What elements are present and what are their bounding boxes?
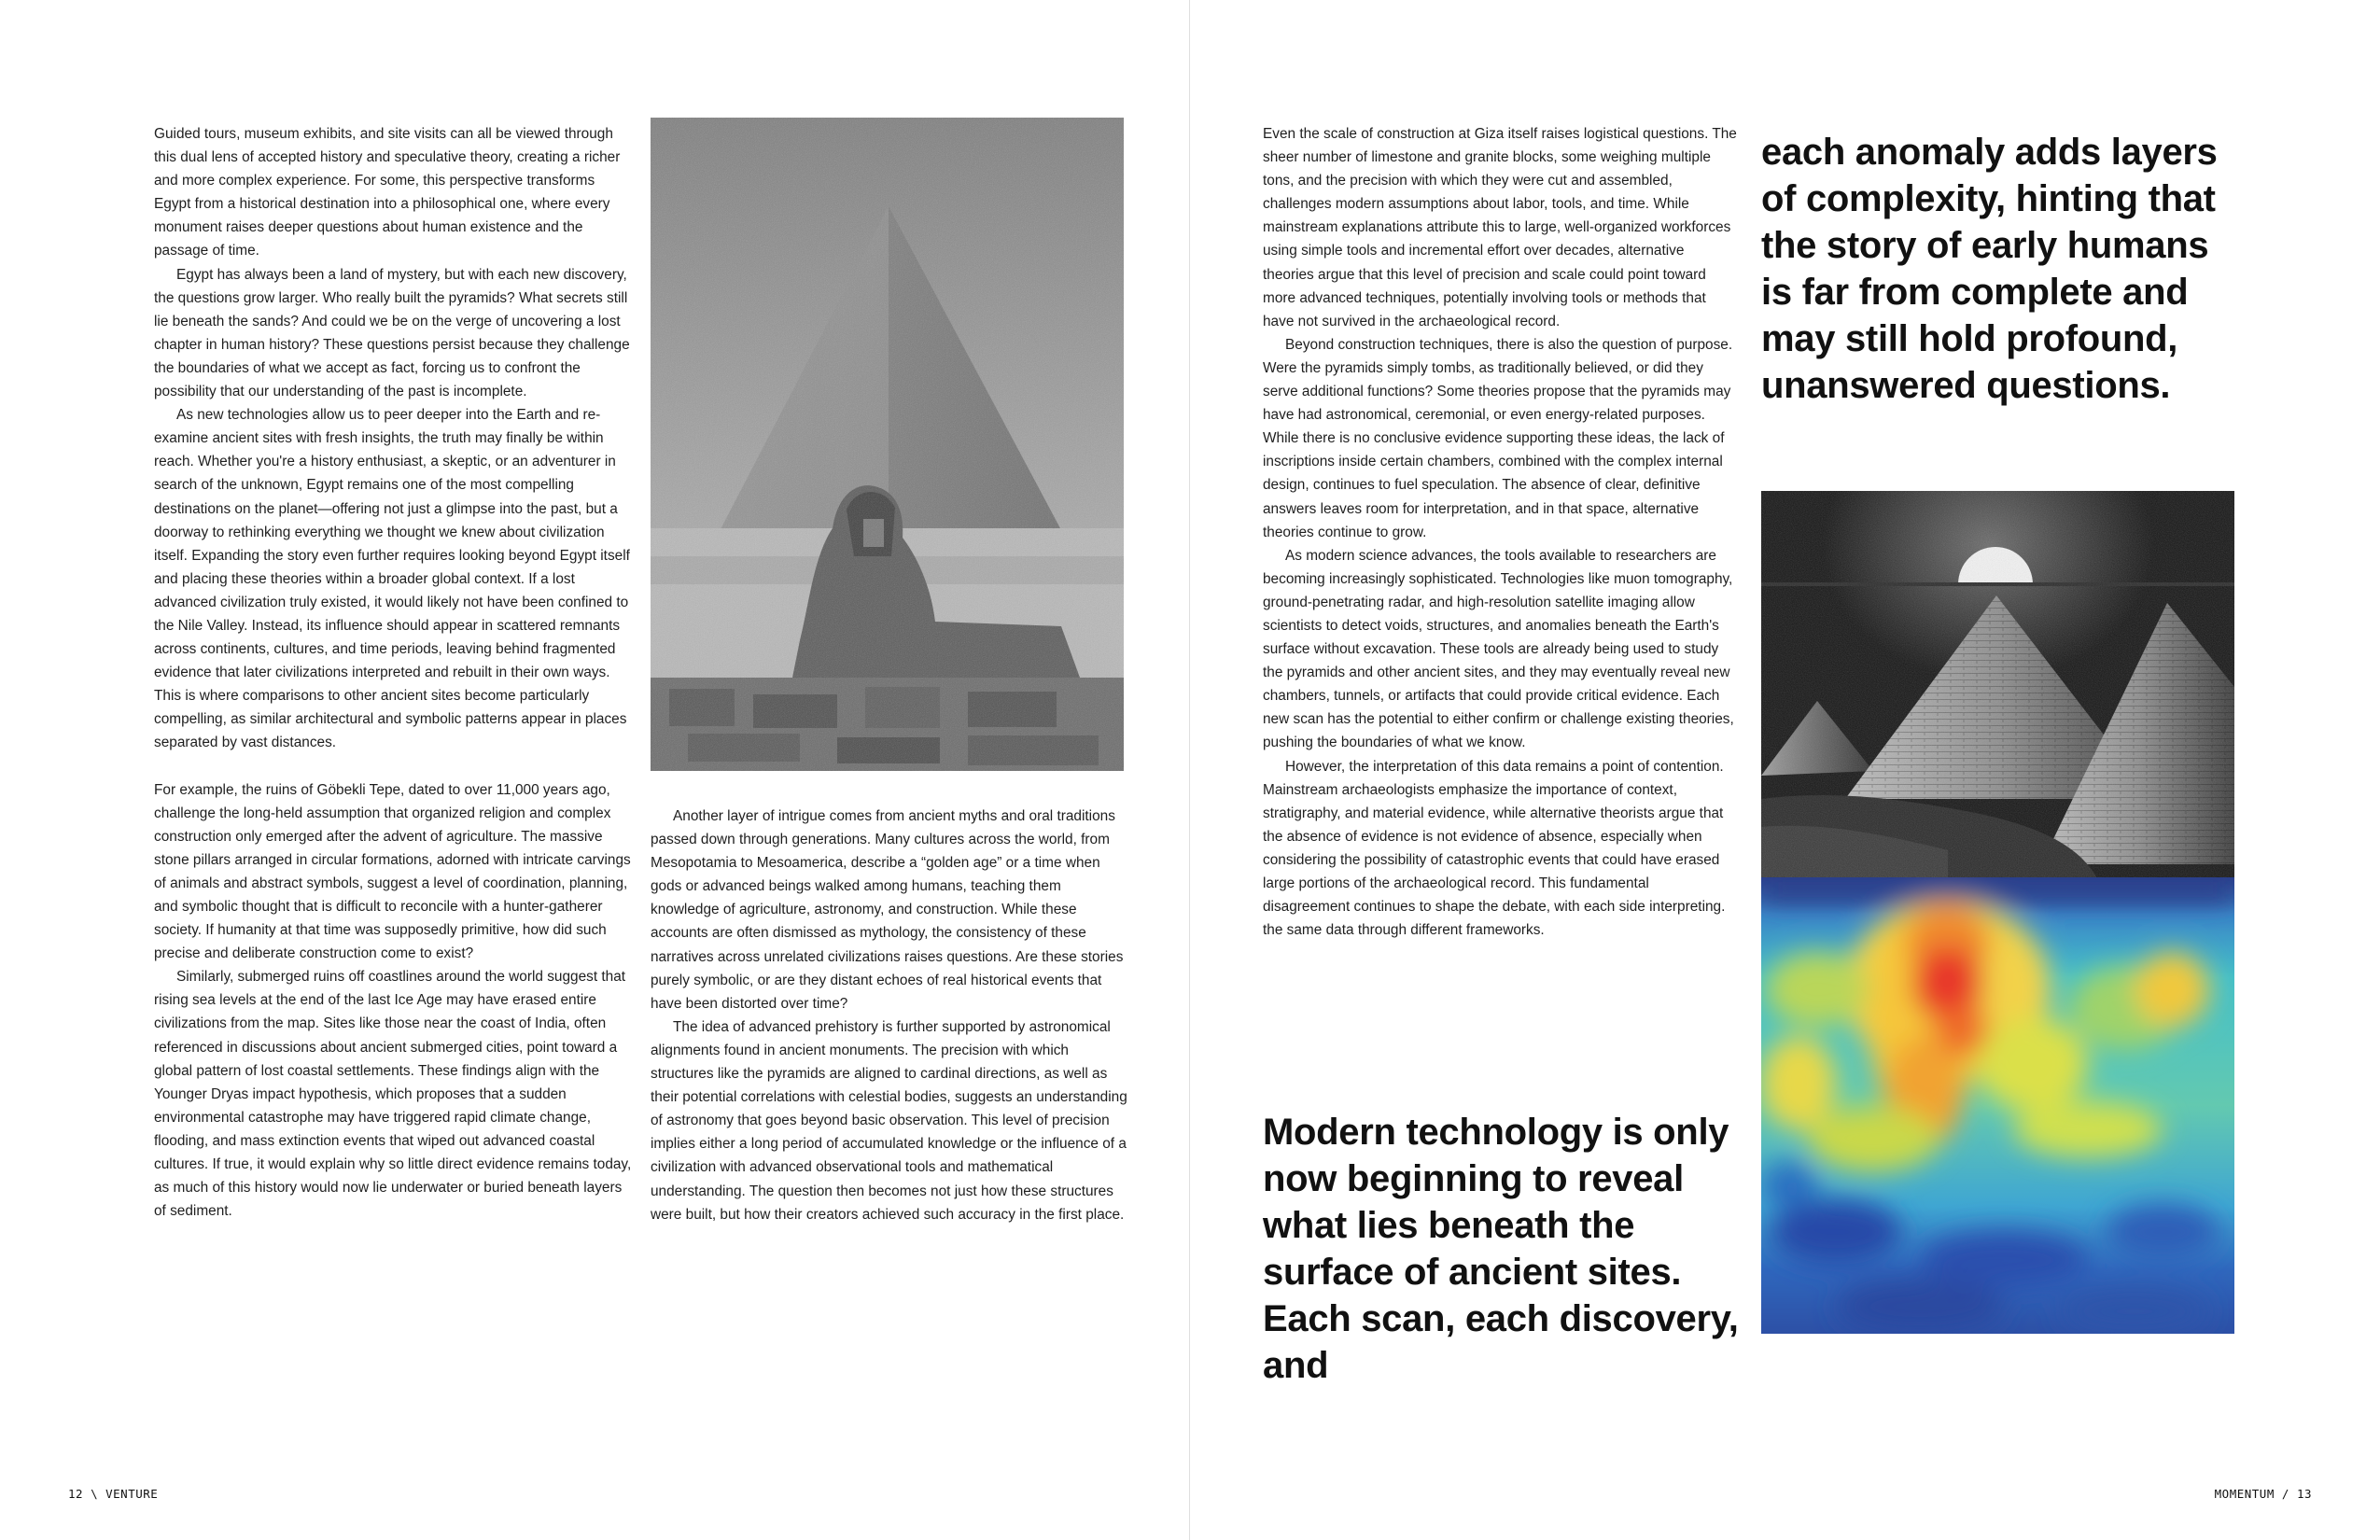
right-column-1 (1263, 122, 1739, 942)
page-folio-right: MOMENTUM / 13 (2214, 1487, 2312, 1501)
paragraph: Another layer of intrigue comes from ancient myths and oral traditions passed down through generations. Many cultures across the world, from Mesopotamia to Mesoamerica, describe a “golden age” or a time when gods or advanced beings walked among humans, teaching them knowledge of agriculture, astronomy, and construction. While these accounts are often dismissed as mythology, the consistency of these narratives across unrelated civilizations raises questions. Are these stories purely symbolic, or are they distant echoes of real historical events that have been distorted over time? (651, 808, 1124, 1012)
left-column-1 (154, 122, 632, 1223)
paragraph: The idea of advanced prehistory is further supported by astronomical alignments found in ancient monuments. The precision with which structures like the pyramids are aligned to cardinal directions, as well as their potential correlations with celestial bodies, suggests an understanding of astronomy that goes beyond basic observation. This level of precision implies either a long period of accumulated knowledge or the influence of a civilization with advanced observational tools and mathematical understanding. The question then becomes not just how these structures were built, but how their creators achieved such accuracy in the first place. (651, 1018, 1127, 1223)
left-column-2 (651, 805, 1128, 1226)
paragraph: Guided tours, museum exhibits, and site visits can all be viewed through this dual lens of accepted history and speculative theory, creating a richer and more complex experience. For some, this perspective transforms Egypt from a historical destination into a philosophical one, where every monument raises deeper questions about human existence and the passage of time. (154, 126, 621, 259)
paragraph: Even the scale of construction at Giza itself raises logistical questions. The sheer number of limestone and granite blocks, some weighing multiple tons, and the precision with which they were cut and assembled, challenges modern assumptions about labor, tools, and time. While mainstream explanations attribute this to large, well-organized workforces using simple tools and incremental effort over decades, alternative theories argue that this level of precision and scale could point toward more advanced techniques, potentially involving tools or methods that have not survived in the archaeological record. (1263, 126, 1737, 329)
paragraph: For example, the ruins of Göbekli Tepe, dated to over 11,000 years ago, challenge the long-held assumption that organized religion and complex construction only emerged after the advent of agriculture. The massive stone pillars arranged in circular formations, adorned with intricate carvings of animals and abstract symbols, suggest a level of coordination, planning, and symbolic thought that is difficult to reconcile with a hunter-gatherer society. If humanity at that time was supposedly primitive, how did such precise and deliberate construction come to exist? (154, 781, 631, 962)
pyramids-night-photo (1761, 491, 2234, 878)
pull-quote-bottom: Modern technology is only now beginning to reveal what lies beneath the surface of ancient sites. Each scan, each discovery, and (1263, 1112, 1739, 1386)
page-folio-left: 12 \ VENTURE (68, 1487, 159, 1501)
paragraph: Egypt has always been a land of mystery, but with each new discovery, the questions grow larger. Who really built the pyramids? What secrets still lie beneath the sands? And could we be on the verge of uncovering a lost chapter in human history? These questions persist because they challenge the boundaries of what we accept as fact, forcing us to confront the possibility that our understanding of the past is incomplete. (154, 266, 630, 400)
paragraph: Beyond construction techniques, there is also the question of purpose. Were the pyramids simply tombs, as traditionally believed, or did they serve additional functions? Some theories propose that the pyramids may have had astronomical, ceremonial, or even energy-related purposes. While there is no conclusive evidence supporting these ideas, the lack of inscriptions inside certain chambers, combined with the complex internal design, continues to fuel speculation. The absence of clear, definitive answers leaves room for interpretation, and in that space, alternative theories continue to grow. (1263, 336, 1733, 540)
paragraph: As modern science advances, the tools available to researchers are becoming increasingly sophisticated. Technologies like muon tomography, ground-penetrating radar, and high-resolution satellite imaging allow scientists to detect voids, structures, and anomalies beneath the Earth's surface without excavation. These tools are already being used to study the pyramids and other ancient sites, and they may eventually reveal new chambers, tunnels, or artifacts that could provide critical evidence. Each new scan has the potential to either confirm or challenge existing theories, pushing the boundaries of what we know. (1263, 547, 1734, 751)
ground-scan-heatmap (1761, 877, 2234, 1334)
pull-quote-top: each anomaly adds layers of complexity, hinting that the story of early humans is far from complete and may still hold profound, unanswered questions. (1761, 132, 2218, 406)
paragraph: As new technologies allow us to peer deeper into the Earth and re-examine ancient sites with fresh insights, the truth may finally be within reach. Whether you're a history enthusiast, a skeptic, or an adventurer in search of the unknown, Egypt remains one of the most compelling destinations on the planet—offering not just a glimpse into the past, but a doorway to rethinking everything we thought we knew about civilization itself. Expanding the story even further requires looking beyond Egypt itself and placing these theories within a broader global context. If a lost advanced civilization truly existed, it would likely not have been confined to the Nile Valley. Instead, its influence should appear in scattered remnants across continents, cultures, and time periods, leaving behind fragmented evidence that later civilizations interpreted and rebuilt in their own ways. This is where comparisons to other ancient sites become particularly compelling, as similar architectural and symbolic patterns appear in places separated by vast distances. (154, 407, 630, 751)
sphinx-pyramid-photo (651, 118, 1124, 771)
paragraph: Similarly, submerged ruins off coastlines around the world suggest that rising sea levels at the end of the last Ice Age may have erased entire civilizations from the map. Sites like those near the coast of India, often referenced in discussions about ancient submerged cities, point toward a global pattern of lost coastal settlements. These findings align with the Younger Dryas impact hypothesis, which proposes that a sudden environmental catastrophe may have triggered rapid climate change, flooding, and mass extinction events that wiped out advanced coastal cultures. If true, it would explain why so little direct evidence remains today, as much of this history would now lie underwater or buried beneath layers of sediment. (154, 969, 632, 1220)
paragraph: However, the interpretation of this data remains a point of contention. Mainstream archaeologists emphasize the importance of context, stratigraphy, and material evidence, while alternative theorists argue that the absence of evidence is not evidence of absence, especially when considering the possibility of catastrophic events that could have erased large portions of the archaeological record. This fundamental disagreement continues to shape the debate, with each side interpreting. the same data through different frameworks. (1263, 758, 1726, 939)
